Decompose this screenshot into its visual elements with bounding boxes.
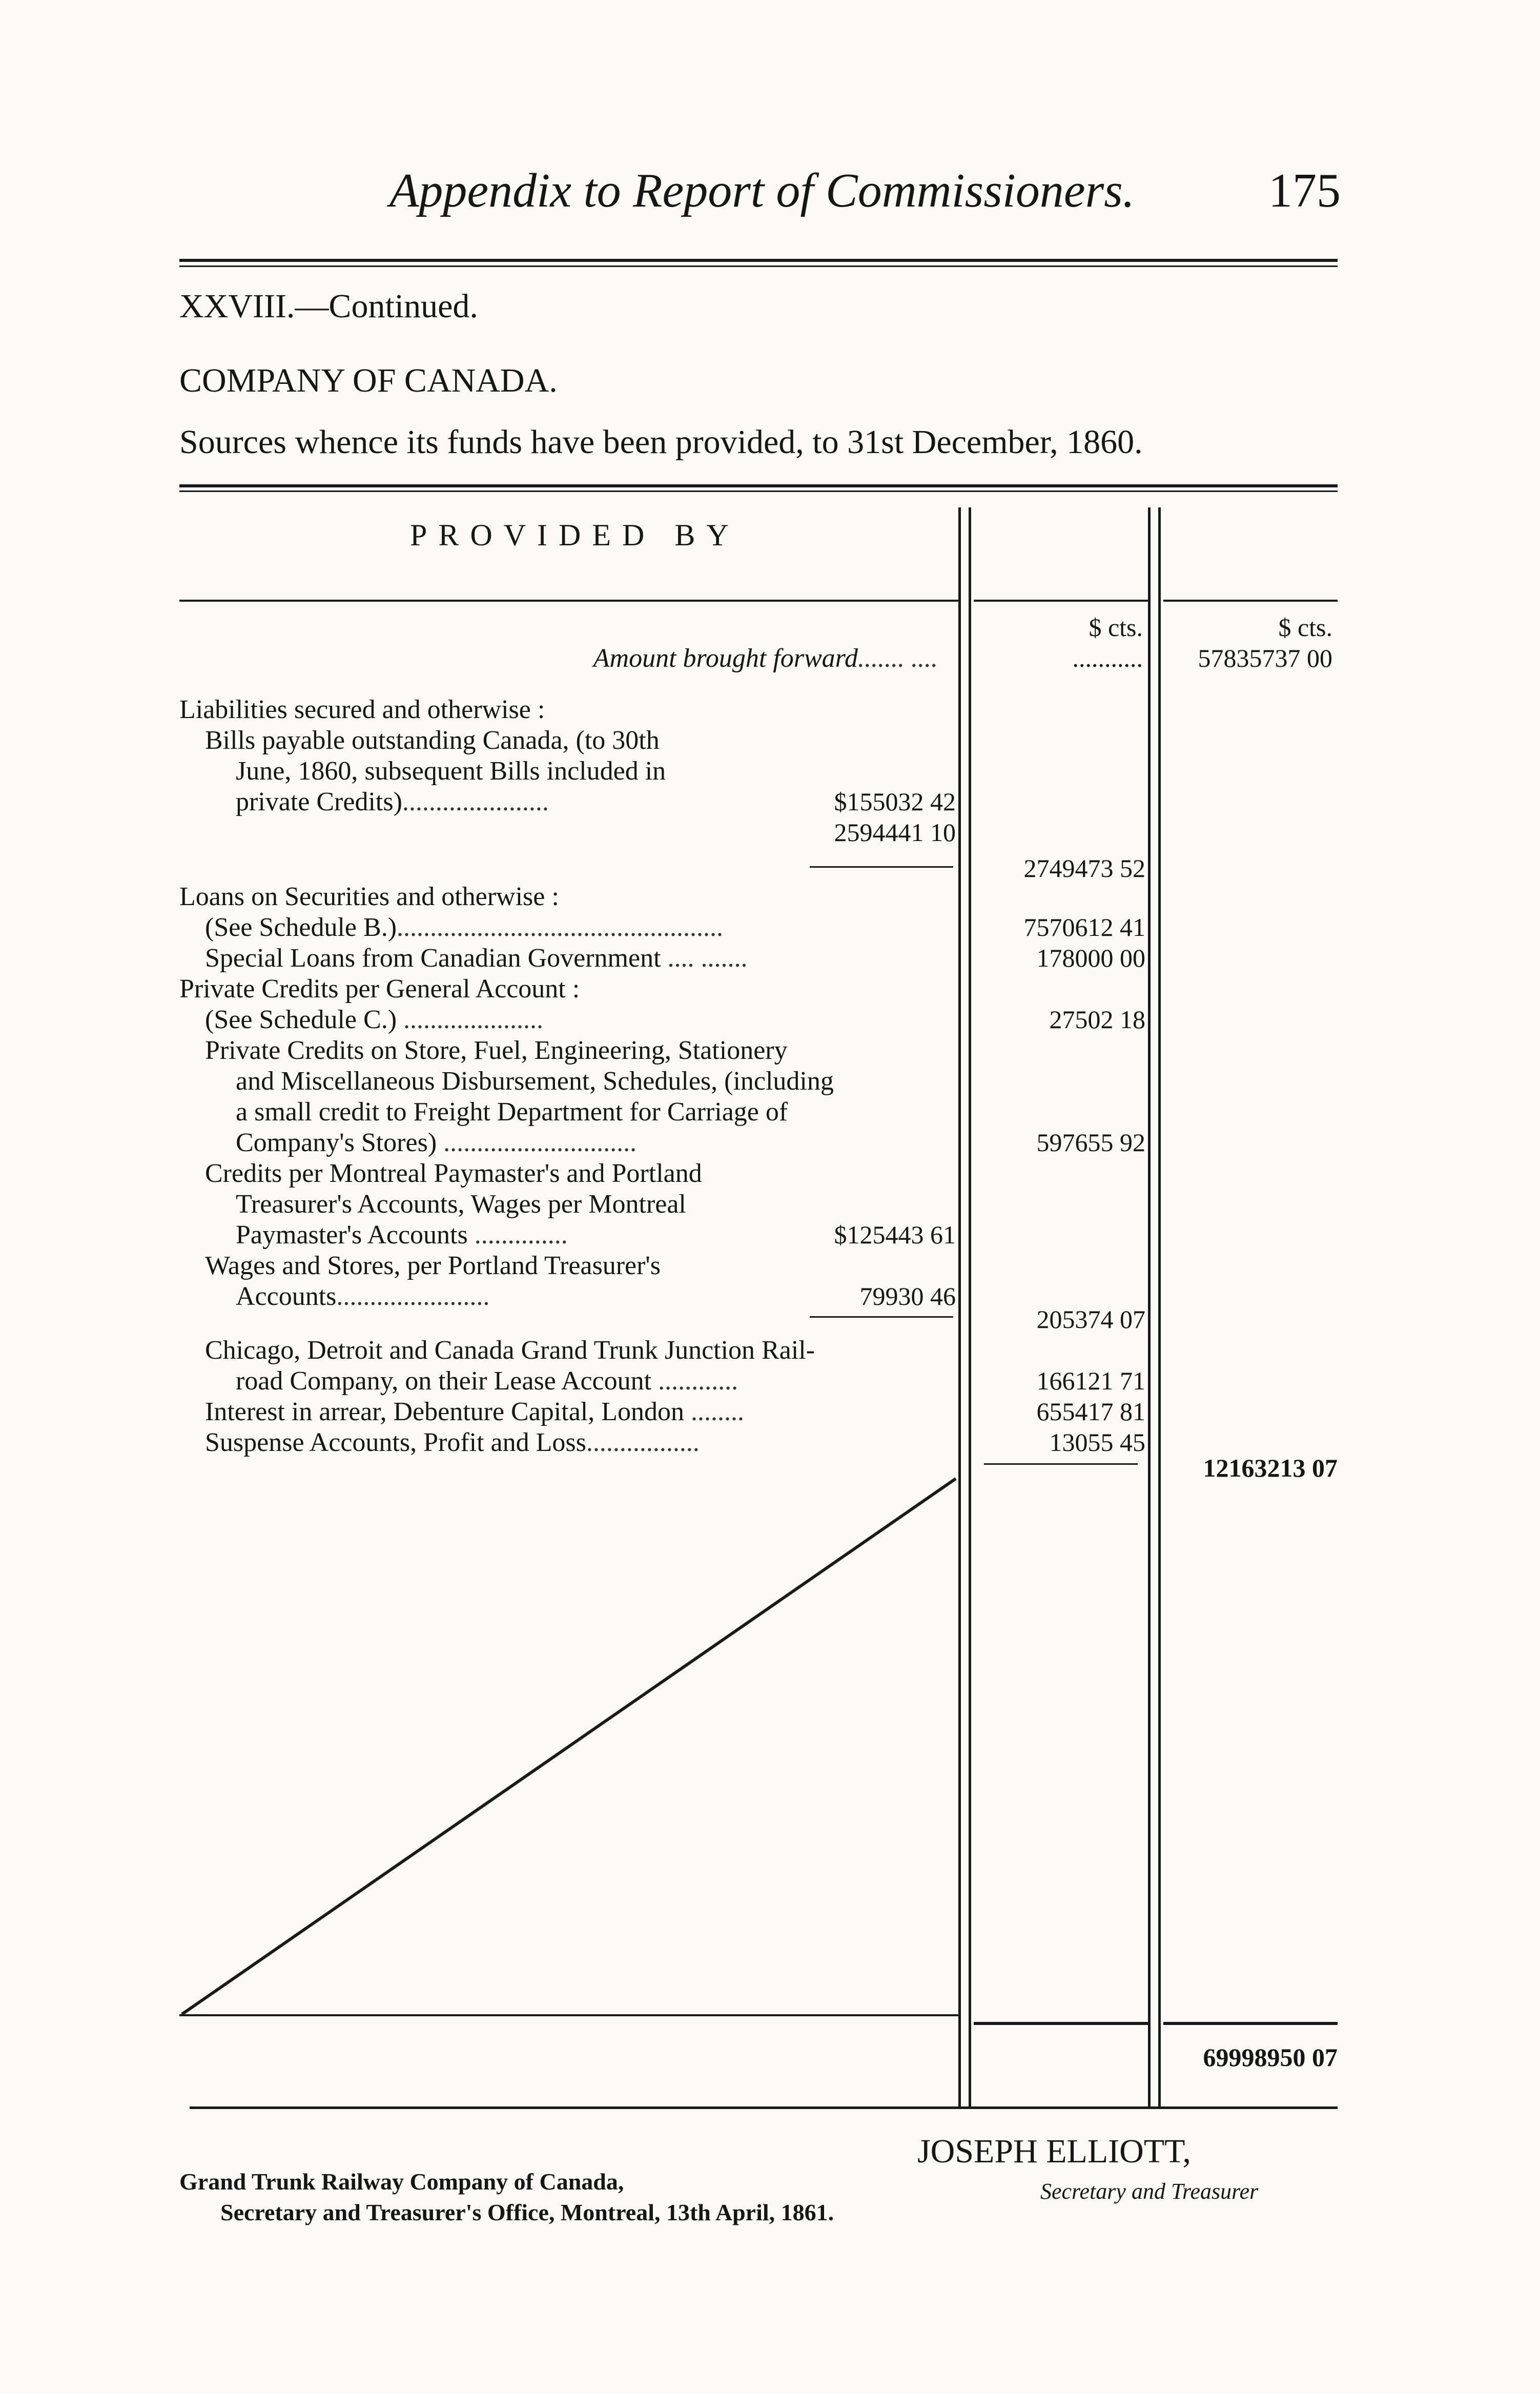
store-credits-line-4-text: Company's Stores) — [236, 1128, 437, 1157]
chicago-amt: 166121 71 — [1036, 1366, 1145, 1395]
special-loans-amt: 178000 00 — [1036, 944, 1145, 972]
montreal-line-1: Credits per Montreal Paymaster's and Portland — [205, 1159, 702, 1188]
wages-line-2: Accounts....................... — [236, 1282, 490, 1311]
suspense-amt: 13055 45 — [1049, 1428, 1145, 1457]
footer-office: Secretary and Treasurer's Office, Montreal, 13th April, 1861. — [220, 2199, 834, 2225]
liabilities-line-1: Bills payable outstanding Canada, (to 30th — [205, 726, 660, 755]
mid-column-units: $ cts. — [1089, 613, 1143, 642]
loans-schedule-b-amt: 7570612 41 — [1023, 913, 1145, 942]
loans-schedule-b-text: (See Schedule B.) — [205, 913, 397, 942]
liabilities-total: 2749473 52 — [1023, 854, 1145, 883]
brought-forward-mid: ........... — [1072, 644, 1143, 672]
signer-name: JOSEPH ELLIOTT, — [917, 2133, 1192, 2170]
liabilities-sub-1: $155032 42 — [834, 787, 956, 816]
table-bottom-rule-right — [1163, 2022, 1338, 2025]
chicago-line-2: road Company, on their Lease Account ............ — [236, 1366, 738, 1396]
grand-total: 69998950 07 — [1203, 2043, 1338, 2072]
signer-title: Secretary and Treasurer — [1040, 2179, 1259, 2204]
liabilities-line-3: private Credits)...................... — [236, 787, 549, 816]
private-subtotal: 205374 07 — [1036, 1305, 1145, 1334]
right-column-units: $ cts. — [1278, 613, 1332, 642]
wages-line-2-text: Accounts — [236, 1282, 337, 1311]
montreal-line-3-text: Paymaster's Accounts — [236, 1220, 468, 1250]
store-credits-line-4: Company's Stores) ............................. — [236, 1128, 637, 1157]
section-number: XXVIII.—Continued. — [179, 288, 478, 325]
footer-rule — [190, 2106, 1338, 2109]
montreal-line-3: Paymaster's Accounts .............. — [236, 1220, 568, 1250]
interest-amt: 655417 81 — [1036, 1397, 1145, 1426]
footer-company: Grand Trunk Railway Company of Canada, — [179, 2168, 624, 2195]
montreal-line-2: Treasurer's Accounts, Wages per Montreal — [236, 1190, 686, 1219]
page-header-title: Appendix to Report of Commissioners. — [389, 164, 1135, 217]
montreal-sub: $125443 61 — [834, 1220, 956, 1249]
interest-text: Interest in arrear, Debenture Capital, London — [205, 1397, 684, 1426]
page-number: 175 — [1268, 164, 1341, 217]
liabilities-line-3-text: private Credits) — [236, 787, 402, 816]
private-schedule-c-text: (See Schedule C.) — [205, 1005, 397, 1034]
interest-line: Interest in arrear, Debenture Capital, London ........ — [205, 1397, 744, 1426]
suspense-text: Suspense Accounts, Profit and Loss — [205, 1428, 586, 1457]
private-schedule-c-amt: 27502 18 — [1049, 1005, 1145, 1034]
company-name: COMPANY OF CANADA. — [179, 362, 558, 399]
chicago-line-1: Chicago, Detroit and Canada Grand Trunk Junction Rail- — [205, 1336, 815, 1365]
store-credits-line-1: Private Credits on Store, Fuel, Engineering, Stationery — [205, 1036, 788, 1065]
brought-forward-text: Amount brought forward — [593, 644, 858, 673]
special-loans-text: Special Loans from Canadian Government — [205, 944, 661, 973]
section-subtitle: Sources whence its funds have been provided, to 31st December, 1860. — [179, 423, 1143, 461]
liabilities-sub-2: 2594441 10 — [834, 818, 956, 847]
table-bottom-rule-mid — [974, 2022, 1148, 2025]
column-header-provided-by: PROVIDED BY — [410, 518, 740, 552]
suspense-line: Suspense Accounts, Profit and Loss................. — [205, 1428, 700, 1457]
liabilities-line-2: June, 1860, subsequent Bills included in — [236, 756, 666, 786]
loans-heading: Loans on Securities and otherwise : — [179, 882, 559, 911]
table-bottom-rule-left — [179, 2014, 958, 2016]
brought-forward-label: Amount brought forward....... .... — [593, 644, 938, 673]
wages-line-1: Wages and Stores, per Portland Treasurer's — [205, 1251, 661, 1280]
store-credits-line-3: a small credit to Freight Department for Carriage of — [236, 1097, 788, 1127]
liabilities-heading: Liabilities secured and otherwise : — [179, 695, 545, 724]
private-credits-heading: Private Credits per General Account : — [179, 974, 580, 1004]
store-credits-amt: 597655 92 — [1036, 1128, 1145, 1157]
section-total: 12163213 07 — [1203, 1454, 1338, 1482]
loans-schedule-b: (See Schedule B.)................................................. — [205, 913, 724, 942]
private-schedule-c: (See Schedule C.) ..................... — [205, 1005, 544, 1034]
brought-forward-total: 57835737 00 — [1198, 644, 1332, 672]
chicago-line-2-text: road Company, on their Lease Account — [236, 1366, 652, 1396]
special-loans: Special Loans from Canadian Government .... ....... — [205, 944, 748, 973]
store-credits-line-2: and Miscellaneous Disbursement, Schedules, (including — [236, 1067, 834, 1096]
wages-sub: 79930 46 — [859, 1282, 956, 1311]
